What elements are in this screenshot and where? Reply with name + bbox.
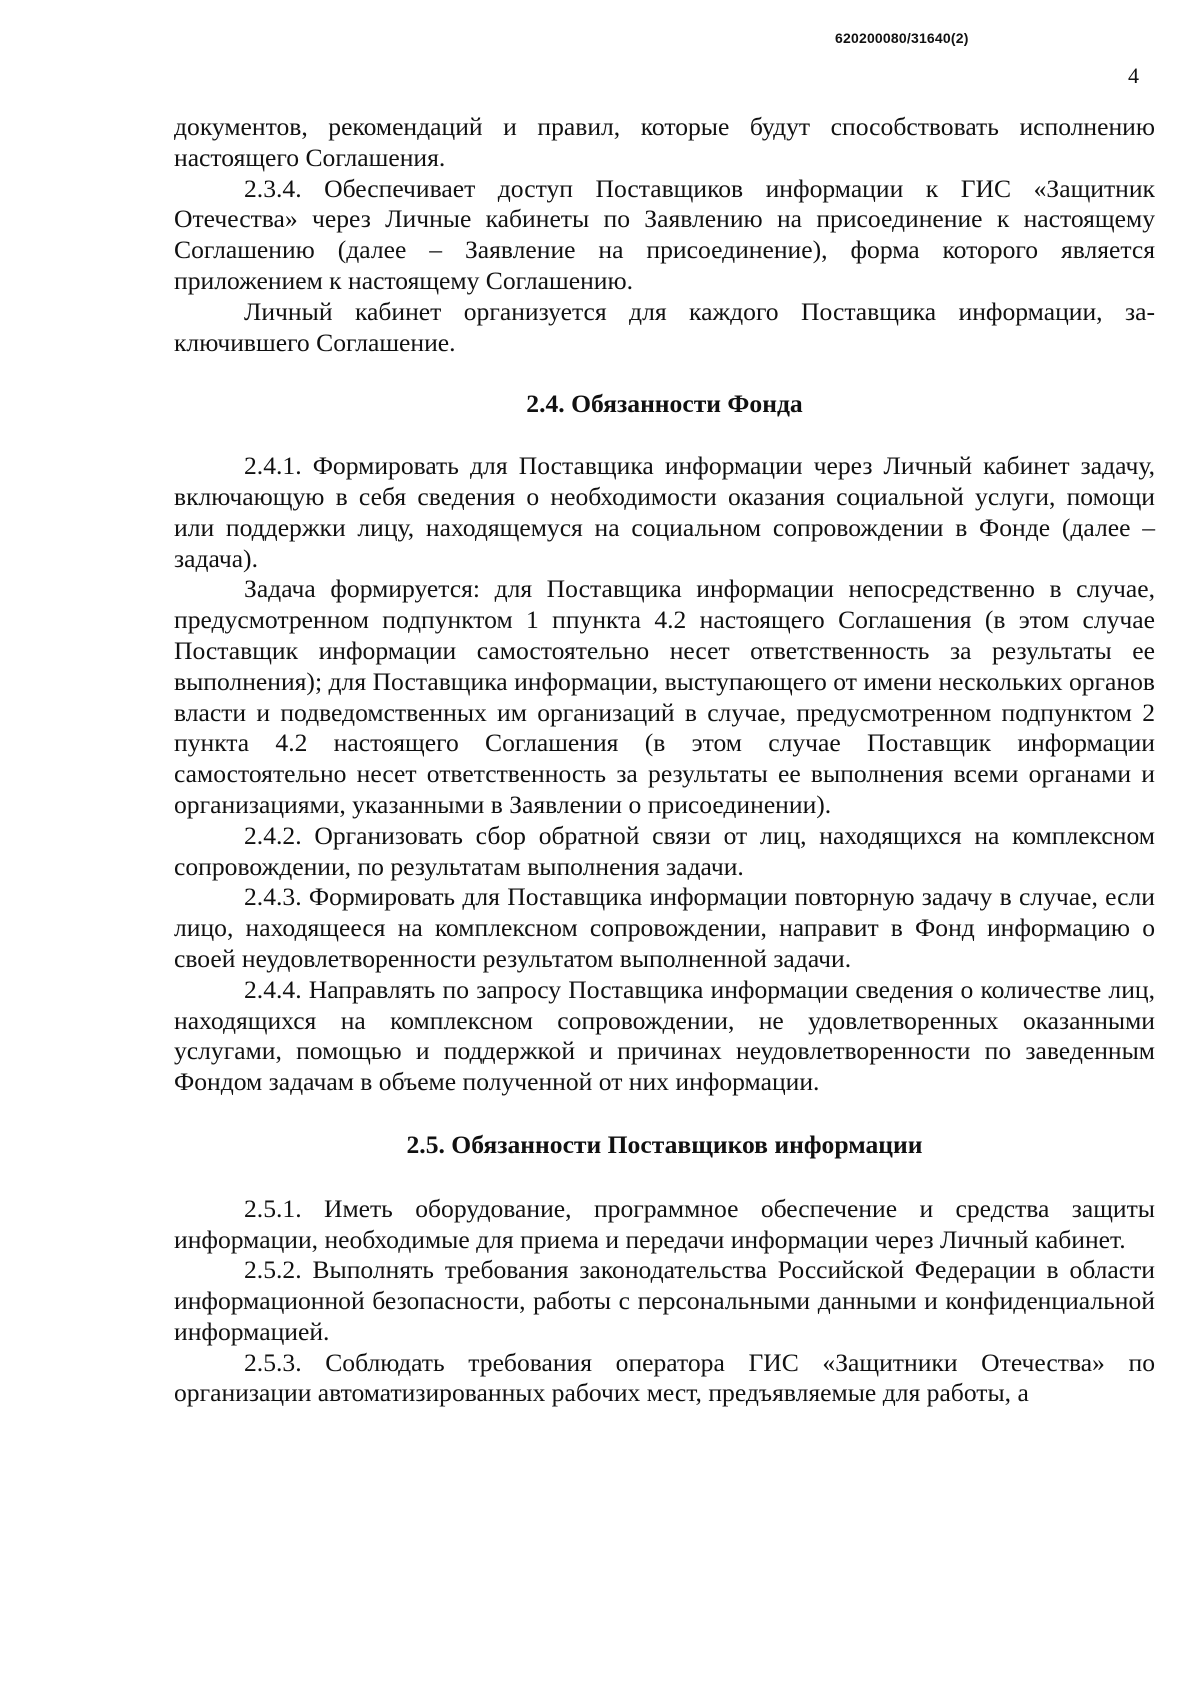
paragraph-2-4-1: 2.4.1. Формировать для Поставщика информации через Личный кабинет задачу, включающую в себя сведения о необходимости оказания социальной услуги, помощи или поддержки лицу, находящемуся на социальном сопровождении в Фонде (далее – задача). xyxy=(174,451,1155,573)
paragraph-2-5-1: 2.5.1. Иметь оборудование, программное обеспечение и средства защиты информации, необходимые для приема и передачи информации через Личный кабинет. xyxy=(174,1193,1155,1254)
document-body xyxy=(174,112,1155,1409)
section-heading-2-4: 2.4. Обязанности Фонда xyxy=(526,389,803,419)
paragraph-2-5-2: 2.5.2. Выполнять требования законодательства Российской Федерации в области информационной безопасности, работы с персональными данными и конфиденциальной информацией. xyxy=(174,1255,1155,1346)
paragraph-task-formed: Задача формируется: для Поставщика информации непосредственно в случае, предусмотренном подпунктом 1 ппункта 4.2 настоящего Соглашения (в этом случае Поставщик информации самостоятельно несет ответственность за результаты ее выполнения); для Поставщика информации, выступающего от имени нескольких органов власти и подведомственных им организаций в случае, предусмотренном подпунктом 2 пункта 4.2 настоящего Соглашения (в этом случае Поставщик информации самостоятельно несет ответственность за результаты ее выполнения всеми органами и организациями, указанными в Заявлении о присоединении). xyxy=(174,574,1155,819)
page-number: 4 xyxy=(1128,63,1139,88)
paragraph-2-4-4: 2.4.4. Направлять по запросу Поставщика информации сведения о количестве лиц, находящихся на комплексном сопровождении, не удовлетворенных оказанными услугами, помощью и поддержкой и причинах неудовлетворенности по заведенным Фондом задачам в объеме полученной от них информации. xyxy=(174,974,1155,1097)
paragraph-personal-cabinet: Личный кабинет организуется для каждого Поставщика информации, заключившего Соглашение. xyxy=(174,296,1155,357)
document-code: 620200080/31640(2) xyxy=(835,30,969,46)
paragraph-2-3-3-continuation: документов, рекомендаций и правил, которые будут способствовать исполнению настоящего Соглашения. xyxy=(174,112,1155,172)
paragraph-2-4-3: 2.4.3. Формировать для Поставщика информации повторную задачу в случае, если лицо, находящееся на комплексном сопровождении, направит в Фонд информацию о своей неудовлетворенности результатом выполненной задачи. xyxy=(174,882,1155,973)
paragraph-2-5-3: 2.5.3. Соблюдать требования оператора ГИС «Защитники Отечества» по организации автоматизированных рабочих мест, предъявляемые для работы, а xyxy=(174,1347,1155,1408)
section-heading-2-5: 2.5. Обязанности Поставщиков информации xyxy=(406,1129,923,1159)
paragraph-2-4-2: 2.4.2. Организовать сбор обратной связи от лиц, находящихся на комплексном сопровождении, по результатам выполнения задачи. xyxy=(174,820,1155,881)
paragraph-2-3-4: 2.3.4. Обеспечивает доступ Поставщиков информации к ГИС «Защитник Отечества» через Личные кабинеты по Заявлению на присоединение к настоящему Соглашению (далее – Заявление на присоединение), форма которого является приложением к настоящему Соглашению. xyxy=(174,173,1155,295)
